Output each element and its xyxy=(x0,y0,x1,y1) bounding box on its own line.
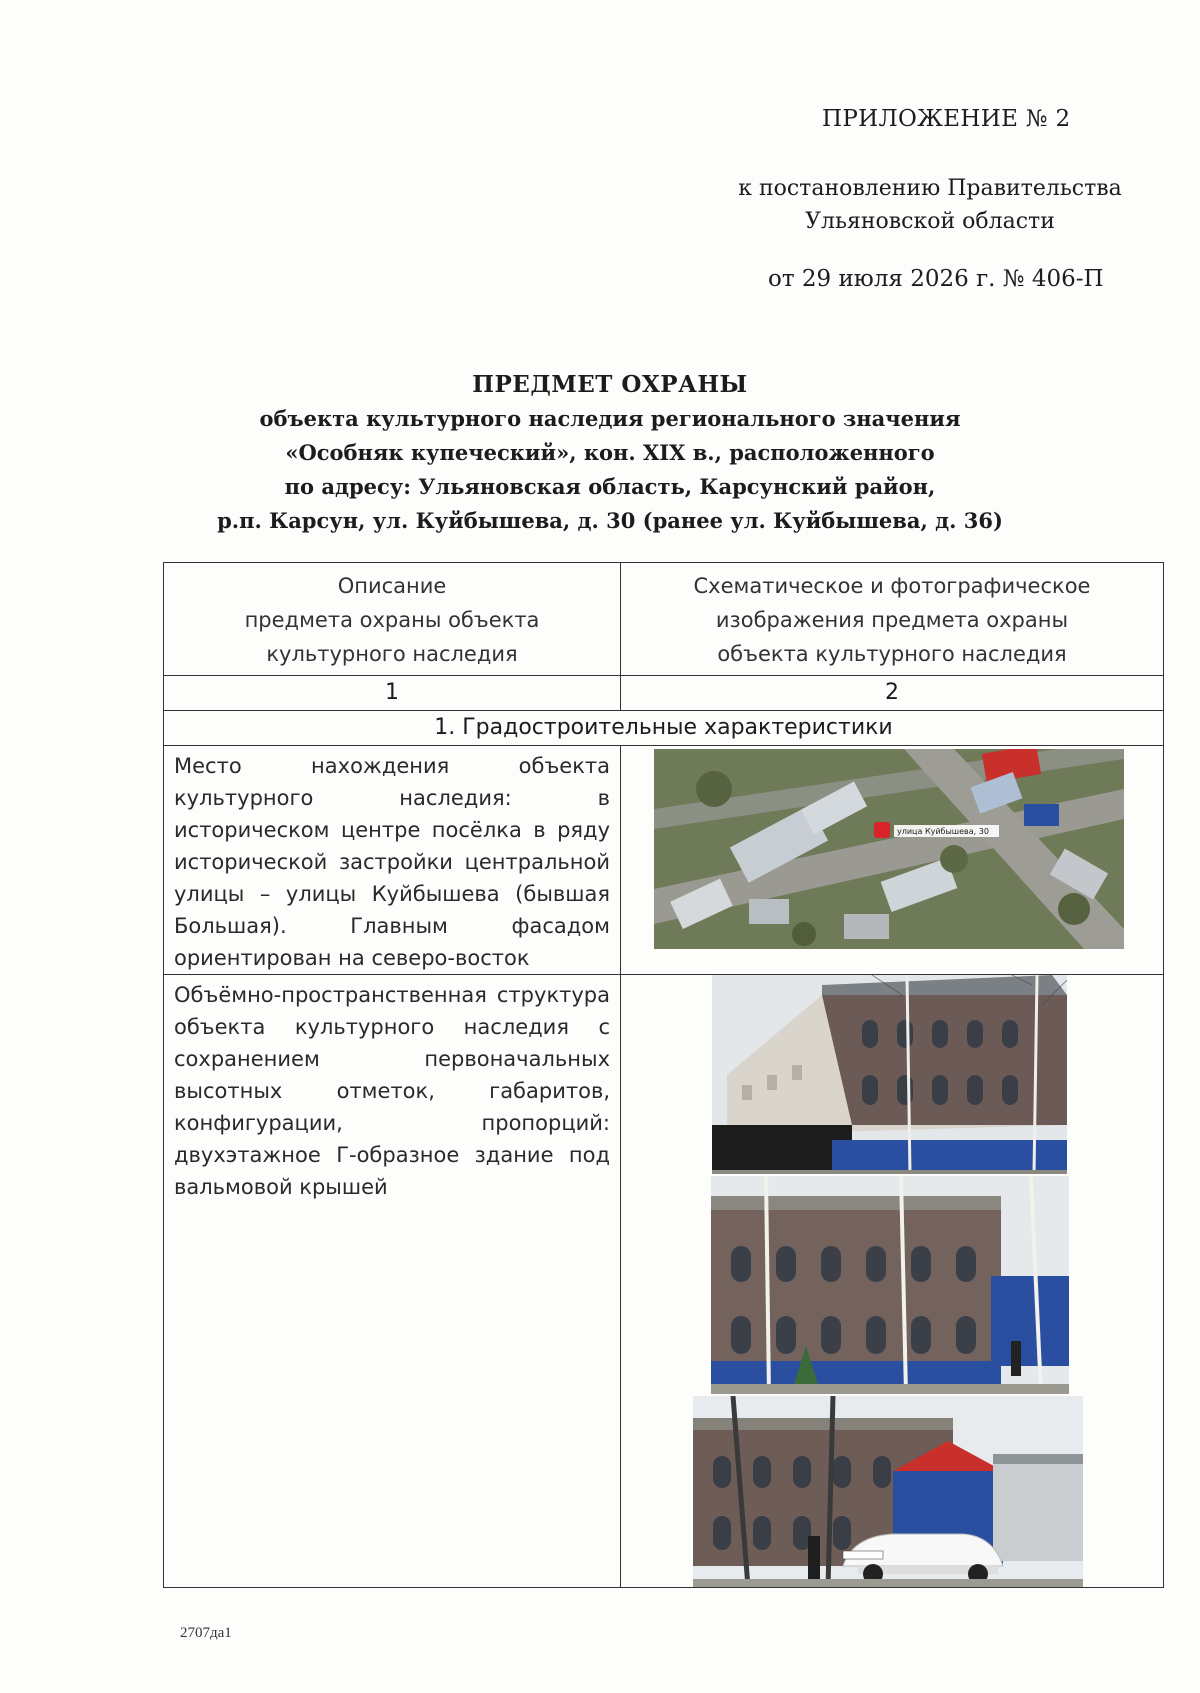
col1-number: 1 xyxy=(164,676,621,711)
col1-header-line: Описание xyxy=(337,574,447,598)
location-description: Место нахождения объекта культурного наследия: в историческом центре посёлка в ряду исторической застройки центральной улицы – улицы Куйбышева (бывшая Большая). Главным фасадом ориентирован на северо-восток xyxy=(164,746,621,975)
building-photo-2 xyxy=(711,1176,1069,1394)
building-photo-1-svg xyxy=(712,975,1067,1174)
col2-header-line: изображения предмета охраны xyxy=(715,608,1069,632)
building-photo-2-svg xyxy=(711,1176,1069,1394)
map-label: улица Куйбышева, 30 xyxy=(897,827,989,836)
section-row xyxy=(164,711,1164,746)
building-photo-1 xyxy=(712,975,1067,1174)
photos-cell xyxy=(621,975,1164,1588)
table-row xyxy=(164,975,1164,1588)
col2-header-line: объекта культурного наследия xyxy=(717,642,1067,666)
document-code: 2707да1 xyxy=(180,1625,232,1641)
map-pin-icon xyxy=(874,822,890,838)
building-photo-3-svg xyxy=(693,1396,1083,1587)
title-line-1: объекта культурного наследия регионального значения xyxy=(259,406,961,431)
decree-reference-line1: к постановлению Правительства xyxy=(738,176,1122,201)
title-line-3: по адресу: Ульяновская область, Карсунский район, xyxy=(284,474,936,499)
structure-description: Объёмно-пространственная структура объекта культурного наследия с сохранением первоначальных высотных отметок, габаритов, конфигурации, пропорций: двухэтажное Г-образное здание под вальмовой крышей xyxy=(164,975,621,1588)
col2-header xyxy=(621,563,1164,676)
table-number-row xyxy=(164,676,1164,711)
map-cell xyxy=(621,746,1164,975)
col2-number: 2 xyxy=(621,676,1164,711)
col1-header xyxy=(164,563,621,676)
building-photo-3 xyxy=(693,1396,1083,1587)
aerial-map-svg xyxy=(654,749,1124,949)
table-header-row xyxy=(164,563,1164,676)
appendix-label: ПРИЛОЖЕНИЕ № 2 xyxy=(822,106,1071,132)
col2-header-line: Схематическое и фотографическое xyxy=(693,574,1091,598)
aerial-map-image xyxy=(654,749,1124,949)
protection-subject-table xyxy=(163,562,1164,1588)
title-line-2: «Особняк купеческий», кон. XIX в., расположенного xyxy=(285,440,935,465)
table-row xyxy=(164,746,1164,975)
col1-header-line: предмета охраны объекта xyxy=(244,608,540,632)
decree-date: от 29 июля 2026 г. № 406-П xyxy=(768,266,1104,292)
title-main: ПРЕДМЕТ ОХРАНЫ xyxy=(472,371,748,398)
title-line-4: р.п. Карсун, ул. Куйбышева, д. 30 (ранее ул. Куйбышева, д. 36) xyxy=(217,508,1003,533)
decree-reference-line2: Ульяновской области xyxy=(805,209,1055,234)
col1-header-line: культурного наследия xyxy=(266,642,518,666)
section-title: 1. Градостроительные характеристики xyxy=(164,711,1164,746)
decree-reference xyxy=(690,172,1170,238)
document-title xyxy=(150,368,1070,538)
